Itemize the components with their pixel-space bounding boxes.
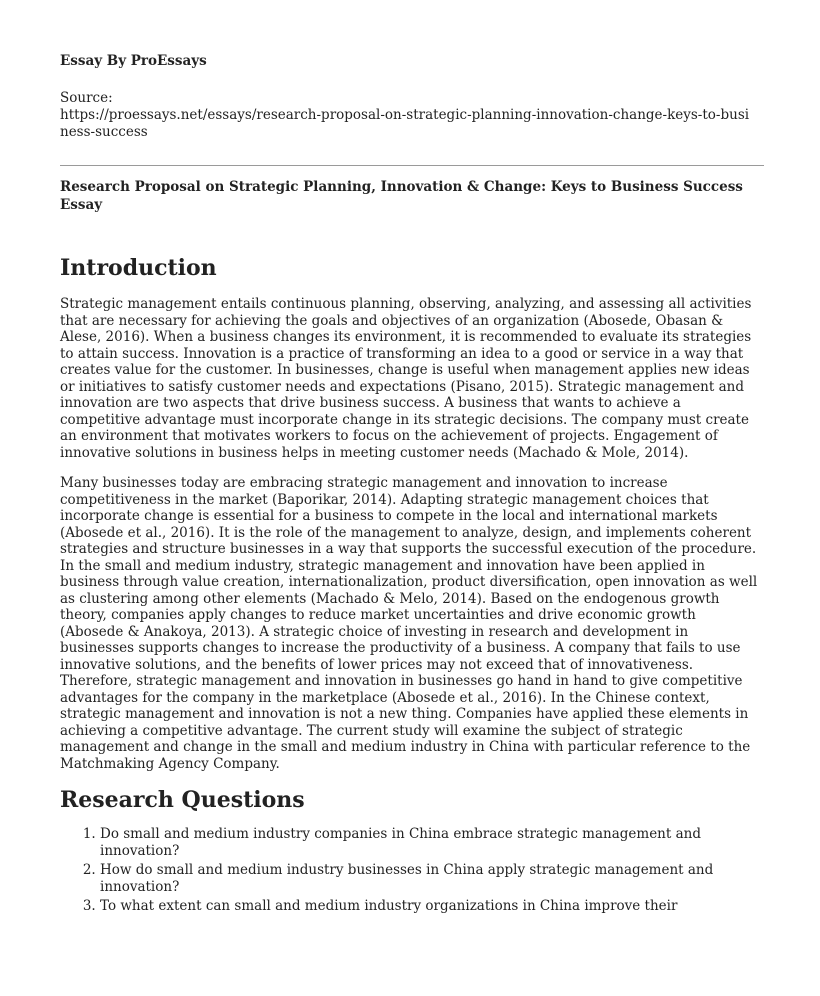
divider xyxy=(60,165,764,166)
research-questions-heading: Research Questions xyxy=(60,787,305,813)
research-questions-list xyxy=(60,826,762,915)
source-label: Source: xyxy=(60,90,113,106)
research-question-item: 1. Do small and medium industry companies in China embrace strategic management and innovation? xyxy=(100,826,762,859)
source-block xyxy=(60,90,762,141)
introduction-paragraph-2: Many businesses today are embracing strategic management and innovation to increase competitiveness in the market (Baporikar, 2014). Adapting strategic management choices that incorporate change is essential for a business to compete in the local and international markets (Abosede et al., 2016). It is the role of the management to analyze, design, and implements coherent strategies and structure businesses in a way that supports the successful execution of the procedure. In the small and medium industry, strategic management and innovation have been applied in business through value creation, internationalization, product diversification, open innovation as well as clustering among other elements (Machado & Melo, 2014). Based on the endogenous growth theory, companies apply changes to reduce market uncertainties and drive economic growth (Abosede & Anakoya, 2013). A strategic choice of investing in research and development in businesses supports changes to increase the productivity of a business. A company that fails to use innovative solutions, and the benefits of lower prices may not exceed that of innovativeness. Therefore, strategic management and innovation in businesses go hand in hand to give competitive advantages for the company in the marketplace (Abosede et al., 2016). In the Chinese context, strategic management and innovation is not a new thing. Companies have applied these elements in achieving a competitive advantage. The current study will examine the subject of strategic management and change in the small and medium industry in China with particular reference to the Matchmaking Agency Company. xyxy=(60,475,758,772)
byline: Essay By ProEssays xyxy=(60,53,207,69)
research-question-item: 2. How do small and medium industry businesses in China apply strategic management and innovation? xyxy=(100,862,762,895)
introduction-paragraph-1: Strategic management entails continuous planning, observing, analyzing, and assessing all activities that are necessary for achieving the goals and objectives of an organization (Abosede, Obasan & Alese, 2016). When a business changes its environment, it is recommended to evaluate its strategies to attain success. Innovation is a practice of transforming an idea to a good or service in a way that creates value for the customer. In businesses, change is useful when management applies new ideas or initiatives to satisfy customer needs and expectations (Pisano, 2015). Strategic management and innovation are two aspects that drive business success. A business that wants to achieve a competitive advantage must incorporate change in its strategic decisions. The company must create an environment that motivates workers to focus on the achievement of projects. Engagement of innovative solutions in business helps in meeting customer needs (Machado & Mole, 2014). xyxy=(60,296,752,461)
source-url[interactable]: https://proessays.net/essays/research-proposal-on-strategic-planning-innovation-change-keys-to-business-success xyxy=(60,107,750,140)
research-question-item: 3. To what extent can small and medium industry organizations in China improve their xyxy=(100,898,762,915)
introduction-heading: Introduction xyxy=(60,255,217,281)
document-title: Research Proposal on Strategic Planning, Innovation & Change: Keys to Business Success Essay xyxy=(60,179,743,213)
